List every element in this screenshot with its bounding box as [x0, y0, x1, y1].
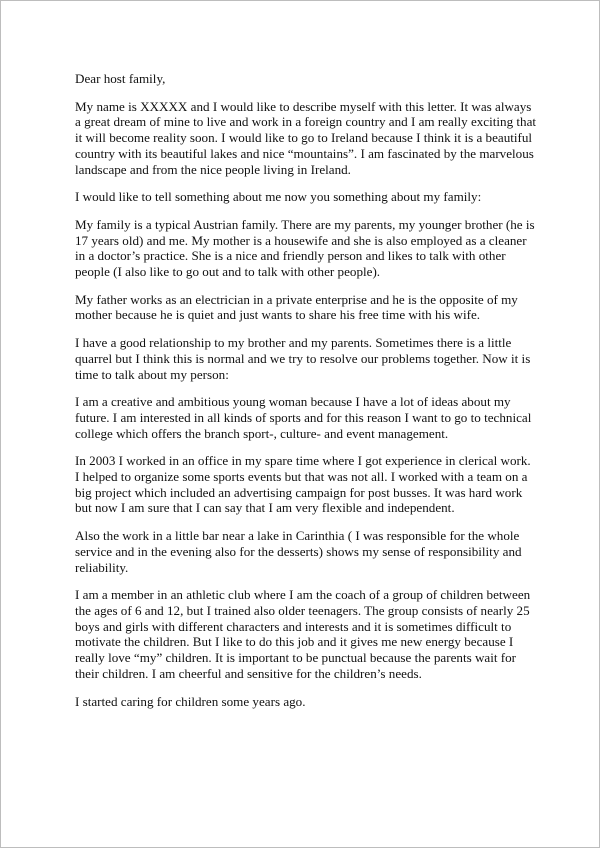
paragraph-introduction: My name is XXXXX and I would like to describe myself with this letter. It was always a great dream of mine to live and work in a foreign country and I am really exciting that it will become reality soon. I would like to go to Ireland because I think it is a beautiful country with its beautiful lakes and nice “mountains”. I am fascinated by the marvelous landscape and from the nice people living in Ireland.: [75, 98, 537, 177]
letter-body: [75, 71, 537, 721]
paragraph-father: My father works as an electrician in a private enterprise and he is the opposite of my mother because he is quiet and just wants to share his free time with his wife.: [75, 291, 518, 323]
paragraph-family-intro: I would like to tell something about me now you something about my family:: [75, 189, 482, 205]
salutation: Dear host family,: [75, 71, 166, 86]
paragraph-bar-work: Also the work in a little bar near a lake in Carinthia ( I was responsible for the whole service and in the evening also for the desserts) shows my sense of responsibility and reliability.: [75, 528, 522, 575]
paragraph-work-experience: In 2003 I worked in an office in my spare time where I got experience in clerical work. I helped to organize some sports events but that was not all. I worked with a team on a big project which included an advertising campaign for post busses. It was hard work but now I am sure that I can say that I am very flexible and independent.: [75, 453, 531, 516]
paragraph-athletic-club: I am a member in an athletic club where I am the coach of a group of children between the ages of 6 and 12, but I trained also older teenagers. The group consists of nearly 25 boys and girls with different characters and interests and it is sometimes difficult to motivate the children. But I like to do this job and it gives me new energy because I really love “my” children. It is important to be punctual because the parents wait for their children. I am cheerful and sensitive for the children’s needs.: [75, 587, 531, 681]
paragraph-family: My family is a typical Austrian family. There are my parents, my younger brother (he is 17 years old) and me. My mother is a housewife and she is also employed as a cleaner in a doctor’s practice. She is a nice and friendly person and likes to talk with other people (I also like to go out and to talk with other people).: [75, 216, 535, 280]
paragraph-relationship: I have a good relationship to my brother and my parents. Sometimes there is a little quarrel but I think this is normal and we try to resolve our problems together. Now it is time to talk about my person:: [75, 335, 531, 382]
paragraph-childcare: I started caring for children some years ago.: [75, 693, 306, 709]
paragraph-personality: I am a creative and ambitious young woman because I have a lot of ideas about my future. I am interested in all kinds of sports and for this reason I want to go to technical college which offers the branch sport-, culture- and event management.: [75, 394, 532, 441]
